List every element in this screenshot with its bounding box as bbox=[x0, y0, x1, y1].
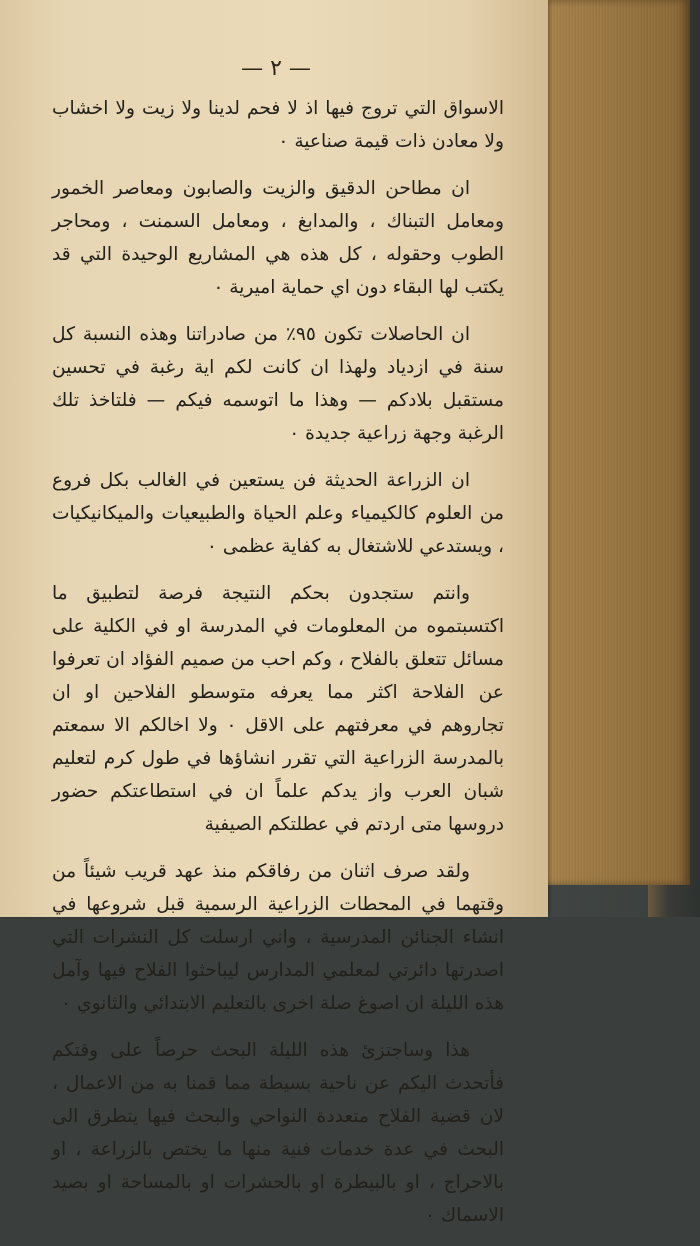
page-stack-edge bbox=[540, 0, 690, 885]
paragraph: ان الحاصلات تكون ٩٥٪ من صادراتنا وهذه النسبة كل سنة في ازدياد ولهذا ان كانت لكم اية رغبة في تحسين مستقبل بلادكم — وهذا ما اتوسمه فيكم — فلتاخذ تلك الرغبة وجهة زراعية جديدة ٠ bbox=[52, 324, 504, 444]
body-text bbox=[52, 92, 504, 1246]
paragraph: ولقد صرف اثنان من رفاقكم منذ عهد قريب شيئاً من وقتهما في المحطات الزراعية الرسمية قبل شروعها في انشاء الجنائن المدرسية ، واني ارسلت كل النشرات التي اصدرتها دائرتي لمعلمي المدارس ليباحثوا الفلاح فيها وآمل هذه الليلة ان اصوغ صلة اخرى بالتعليم الابتدائي والثانوي ٠ bbox=[52, 861, 504, 1014]
paragraph: ان الزراعة الحديثة فن يستعين في الغالب بكل فروع من العلوم كالكيمياء وعلم الحياة والطبيعيات والميكانيكيات ، ويستدعي للاشتغال به كفاية عظمى ٠ bbox=[52, 470, 504, 557]
paragraph: ان مطاحن الدقيق والزيت والصابون ومعاصر الخمور ومعامل التبناك ، والمدابغ ، ومعامل السمنت ، ومحاجر الطوب وحقوله ، كل هذه هي المشاريع الوحيدة التي قد يكتب لها البقاء دون اي حماية اميرية ٠ bbox=[52, 178, 504, 298]
paragraph: الاسواق التي تروج فيها اذ لا فحم لدينا ولا زيت ولا اخشاب ولا معادن ذات قيمة صناعية ٠ bbox=[52, 98, 504, 152]
paragraph: هذا وساجتزئ هذه الليلة البحث حرصاً على وقتكم فأتحدث اليكم عن ناحية بسيطة مما قمنا به من الاعمال ، لان قضية الفلاح متعددة النواحي والبحث فيها يتطرق الى البحث في عدة خدمات فنية منها ما يختص بالزراعة ، او بالاحراج ، او بالبيطرة او بالحشرات او بالمساحة او بصيد الاسماك ٠ bbox=[52, 1040, 504, 1226]
page-number: — ٢ — bbox=[241, 56, 311, 81]
paragraph: وانتم ستجدون بحكم النتيجة فرصة لتطبيق ما اكتسبتموه من المعلومات في المدرسة او في الكلية على مسائل تتعلق بالفلاح ، وكم احب من صميم الفؤاد ان تعرفوا عن الفلاحة اكثر مما يعرفه متوسطو الفلاحين او ان تجاروهم في معرفتهم على الاقل ٠ ولا اخالكم الا سمعتم بالمدرسة الزراعية التي تقرر انشاؤها في طول كرم لتعليم شبان العرب واز يدكم علماً ان في استطاعتكم حضور دروسها متى اردتم في عطلتكم الصيفية bbox=[52, 583, 504, 835]
